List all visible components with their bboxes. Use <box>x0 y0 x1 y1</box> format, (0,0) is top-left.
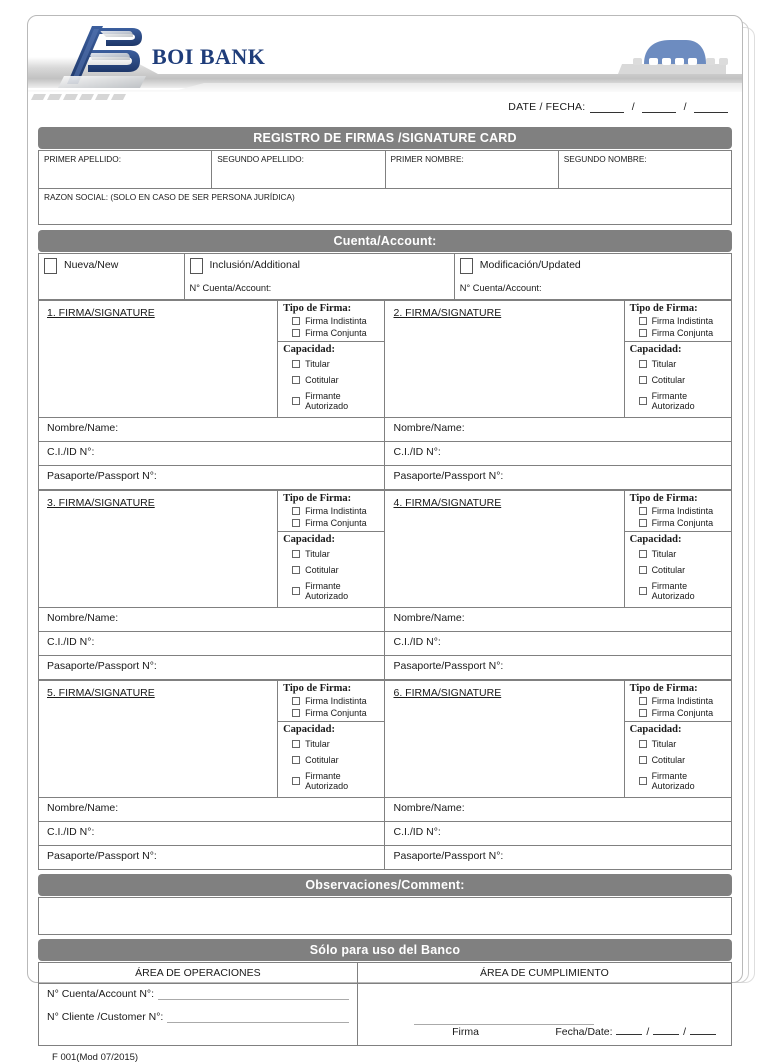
checkbox-box[interactable] <box>292 709 300 717</box>
field-ci-1[interactable] <box>39 442 385 466</box>
firma-caption: Firma <box>452 1026 479 1038</box>
field-pasaporte-6[interactable] <box>385 846 732 870</box>
field-pasaporte-1[interactable] <box>39 466 385 490</box>
checkbox-box[interactable] <box>292 360 300 368</box>
checkbox-box[interactable] <box>639 507 647 515</box>
observaciones-input[interactable] <box>38 897 732 935</box>
signature-area-6[interactable] <box>385 681 624 798</box>
capacidad-group-5 <box>278 721 384 797</box>
checkbox-firmante-autorizado-2[interactable] <box>625 388 731 414</box>
table-row-pasaporte-1-2 <box>39 466 732 490</box>
table-row-bank-headings <box>39 963 732 984</box>
option-label: Firma Conjunta <box>651 708 714 718</box>
tipo-firma-heading: Tipo de Firma: <box>629 303 698 314</box>
checkbox-box[interactable] <box>639 360 647 368</box>
field-pasaporte-5[interactable] <box>39 846 385 870</box>
checkbox-firma-indistinta-3[interactable] <box>278 505 384 517</box>
checkbox-box[interactable] <box>639 587 647 595</box>
checkbox-firmante-autorizado-4[interactable] <box>625 578 731 604</box>
checkbox-box[interactable] <box>292 697 300 705</box>
checkbox-box[interactable] <box>639 566 647 574</box>
option-label: Firma Conjunta <box>305 328 367 338</box>
field-primer-nombre[interactable] <box>385 151 558 189</box>
tipo-firma-heading: Tipo de Firma: <box>629 683 698 694</box>
signature-pair-1-2 <box>38 300 732 490</box>
signature-pair-5-6 <box>38 680 732 870</box>
checkbox-nueva[interactable] <box>44 258 57 274</box>
signature-title-1: 1. FIRMA/SIGNATURE <box>47 307 155 319</box>
checkbox-box[interactable] <box>292 566 300 574</box>
tipo-firma-group-6 <box>625 681 731 721</box>
option-label: Titular <box>651 549 677 559</box>
checkbox-cotitular-5[interactable] <box>278 752 384 768</box>
bank-signature-block <box>386 1003 717 1038</box>
date-month-blank[interactable] <box>642 103 676 113</box>
field-segundo-nombre[interactable] <box>558 151 731 189</box>
field-ci-3[interactable] <box>39 632 385 656</box>
checkbox-inclusion[interactable] <box>190 258 203 274</box>
field-label: C.I./ID N°: <box>393 826 441 838</box>
checkbox-box[interactable] <box>292 519 300 527</box>
checkbox-box[interactable] <box>292 397 300 405</box>
checkbox-titular-3[interactable] <box>278 546 384 562</box>
signature-options-5 <box>278 681 385 798</box>
option-label: Firmante Autorizado <box>305 581 349 601</box>
field-label: SEGUNDO NOMBRE: <box>563 154 647 164</box>
fecha-sep-2: / <box>683 1026 687 1038</box>
checkbox-cotitular-6[interactable] <box>625 752 731 768</box>
bank-use-table <box>38 962 732 1046</box>
checkbox-titular-2[interactable] <box>625 356 731 372</box>
train-icon <box>614 34 734 76</box>
capacidad-heading: Capacidad: <box>629 724 682 735</box>
field-label: SEGUNDO APELLIDO: <box>217 154 304 164</box>
account-number-label-modificacion: N° Cuenta/Account: <box>459 283 542 293</box>
signature-area-1[interactable] <box>39 301 278 418</box>
option-label: Firma Indistinta <box>305 316 367 326</box>
field-nombre-2[interactable] <box>385 418 732 442</box>
form-content <box>28 127 742 1063</box>
capacidad-group-1 <box>278 341 384 417</box>
field-label: RAZON SOCIAL: (SOLO EN CASO DE SER PERSONA JURÍDICA) <box>44 192 295 202</box>
option-label: Firmante Autorizado <box>651 771 695 791</box>
option-label: Firma Conjunta <box>651 518 714 528</box>
checkbox-firma-conjunta-3[interactable] <box>278 517 384 529</box>
capacidad-group-6 <box>625 721 731 797</box>
checkbox-box[interactable] <box>639 397 647 405</box>
capacidad-heading: Capacidad: <box>629 344 682 355</box>
field-bank-customer-number[interactable] <box>47 1011 349 1023</box>
account-option-label: Inclusión/Additional <box>209 259 300 271</box>
field-nombre-5[interactable] <box>39 798 385 822</box>
option-label: Firmante Autorizado <box>305 771 349 791</box>
checkbox-box[interactable] <box>292 777 300 785</box>
account-number-label-inclusion: N° Cuenta/Account: <box>189 283 272 293</box>
bank-left-heading: ÁREA DE OPERACIONES <box>39 963 358 984</box>
capacidad-heading: Capacidad: <box>283 724 336 735</box>
field-nombre-1[interactable] <box>39 418 385 442</box>
letterhead <box>28 16 742 101</box>
field-label: C.I./ID N°: <box>47 446 95 458</box>
account-option-modificacion[interactable] <box>454 254 731 300</box>
checkbox-box[interactable] <box>292 376 300 384</box>
capacidad-group-3 <box>278 531 384 607</box>
observaciones-bar: Observaciones/Comment: <box>38 874 732 896</box>
checkbox-box[interactable] <box>639 317 647 325</box>
option-label: Firma Conjunta <box>651 328 714 338</box>
account-bar: Cuenta/Account: <box>38 230 732 252</box>
signature-title-6: 6. FIRMA/SIGNATURE <box>393 687 502 699</box>
field-label: C.I./ID N°: <box>393 636 441 648</box>
table-row-nombre-3-4 <box>39 608 732 632</box>
field-label: N° Cuenta/Account N°: <box>47 988 155 1000</box>
capacidad-group-4 <box>625 531 731 607</box>
checkbox-box[interactable] <box>292 329 300 337</box>
dateline <box>28 101 742 127</box>
field-label: N° Cliente /Customer N°: <box>47 1011 164 1023</box>
field-label: Nombre/Name: <box>393 802 465 814</box>
checkbox-firmante-autorizado-3[interactable] <box>278 578 384 604</box>
checkbox-box[interactable] <box>639 740 647 748</box>
account-option-label: Modificación/Updated <box>479 259 581 271</box>
tipo-firma-group-2 <box>625 301 731 341</box>
table-row-pasaporte-3-4 <box>39 656 732 680</box>
field-label: Pasaporte/Passport N°: <box>393 470 504 482</box>
option-label: Titular <box>651 739 677 749</box>
checkbox-firma-conjunta-5[interactable] <box>278 707 384 719</box>
field-label: Nombre/Name: <box>47 802 119 814</box>
field-label: Pasaporte/Passport N°: <box>47 470 157 482</box>
date-separator-2: / <box>683 101 687 113</box>
checkbox-cotitular-1[interactable] <box>278 372 384 388</box>
field-label: Nombre/Name: <box>47 422 119 434</box>
account-type-table <box>38 253 732 300</box>
signature-options-6 <box>624 681 731 798</box>
field-ci-5[interactable] <box>39 822 385 846</box>
checkbox-titular-5[interactable] <box>278 736 384 752</box>
applicant-name-table <box>38 150 732 225</box>
field-segundo-apellido[interactable] <box>212 151 385 189</box>
field-nombre-3[interactable] <box>39 608 385 632</box>
field-pasaporte-3[interactable] <box>39 656 385 680</box>
signature-area-4[interactable] <box>385 491 624 608</box>
signature-options-4 <box>624 491 731 608</box>
option-label: Firma Indistinta <box>305 696 367 706</box>
table-row-ci-5-6 <box>39 822 732 846</box>
table-row-names <box>39 151 732 189</box>
signature-area-3[interactable] <box>39 491 278 608</box>
table-row-ci-1-2 <box>39 442 732 466</box>
table-row-razon-social <box>39 189 732 225</box>
option-label: Firmante Autorizado <box>305 391 349 411</box>
checkbox-box[interactable] <box>639 376 647 384</box>
field-label: Pasaporte/Passport N°: <box>393 850 504 862</box>
field-pasaporte-4[interactable] <box>385 656 732 680</box>
checkbox-modificacion[interactable] <box>460 258 473 274</box>
checkbox-box[interactable] <box>639 550 647 558</box>
bank-use-bar: Sólo para uso del Banco <box>38 939 732 961</box>
date-day-blank[interactable] <box>590 103 624 113</box>
field-label: PRIMER APELLIDO: <box>44 154 122 164</box>
field-label: C.I./ID N°: <box>393 446 441 458</box>
option-label: Firma Indistinta <box>651 696 714 706</box>
checkbox-box[interactable] <box>639 519 647 527</box>
checkbox-cotitular-3[interactable] <box>278 562 384 578</box>
account-option-nueva[interactable] <box>39 254 185 300</box>
tipo-firma-heading: Tipo de Firma: <box>283 493 352 504</box>
input-line[interactable] <box>167 1012 348 1023</box>
checkbox-box[interactable] <box>292 507 300 515</box>
checkbox-firmante-autorizado-6[interactable] <box>625 768 731 794</box>
field-label: Nombre/Name: <box>47 612 119 624</box>
signature-options-2 <box>624 301 731 418</box>
field-pasaporte-2[interactable] <box>385 466 732 490</box>
fecha-day-blank[interactable] <box>616 1025 642 1035</box>
option-label: Cotitular <box>305 375 339 385</box>
checkbox-box[interactable] <box>292 550 300 558</box>
capacidad-heading: Capacidad: <box>283 344 336 355</box>
form-sheet <box>27 15 743 1063</box>
signature-title-2: 2. FIRMA/SIGNATURE <box>393 307 502 319</box>
field-razon-social[interactable] <box>39 189 732 225</box>
checkbox-cotitular-2[interactable] <box>625 372 731 388</box>
capacidad-heading: Capacidad: <box>283 534 336 545</box>
option-label: Firmante Autorizado <box>651 581 695 601</box>
option-label: Cotitular <box>305 565 339 575</box>
option-label: Firma Indistinta <box>651 506 714 516</box>
fecha-year-blank[interactable] <box>690 1025 716 1035</box>
field-ci-2[interactable] <box>385 442 732 466</box>
checkbox-firma-indistinta-2[interactable] <box>625 315 731 327</box>
field-label: Nombre/Name: <box>393 422 465 434</box>
field-label: Nombre/Name: <box>393 612 465 624</box>
checkbox-firma-conjunta-2[interactable] <box>625 327 731 339</box>
field-bank-account-number[interactable] <box>47 988 349 1000</box>
signature-title-4: 4. FIRMA/SIGNATURE <box>393 497 502 509</box>
checkbox-firma-conjunta-6[interactable] <box>625 707 731 719</box>
checkbox-firma-indistinta-4[interactable] <box>625 505 731 517</box>
checkbox-firmante-autorizado-1[interactable] <box>278 388 384 414</box>
tipo-firma-heading: Tipo de Firma: <box>283 683 352 694</box>
fecha-sep-1: / <box>646 1026 650 1038</box>
capacidad-group-2 <box>625 341 731 417</box>
bank-operations-area <box>39 984 358 1046</box>
signature-options-1 <box>278 301 385 418</box>
signature-title-3: 3. FIRMA/SIGNATURE <box>47 497 155 509</box>
checkbox-titular-4[interactable] <box>625 546 731 562</box>
fecha-month-blank[interactable] <box>653 1025 679 1035</box>
tipo-firma-group-3 <box>278 491 384 531</box>
signature-row-top <box>39 681 732 798</box>
account-option-label: Nueva/New <box>64 259 119 271</box>
option-label: Cotitular <box>651 565 686 575</box>
form-title-bar: REGISTRO DE FIRMAS /SIGNATURE CARD <box>38 127 732 149</box>
checkbox-box[interactable] <box>639 709 647 717</box>
signature-title-5: 5. FIRMA/SIGNATURE <box>47 687 155 699</box>
checkbox-box[interactable] <box>292 756 300 764</box>
bank-right-heading: ÁREA DE CUMPLIMIENTO <box>357 963 731 984</box>
checkbox-firma-indistinta-6[interactable] <box>625 695 731 707</box>
bank-compliance-area <box>357 984 731 1046</box>
option-label: Firma Conjunta <box>305 708 367 718</box>
table-row-bank-body <box>39 984 732 1046</box>
fecha-label: Fecha/Date: <box>555 1026 613 1038</box>
table-row-nombre-5-6 <box>39 798 732 822</box>
option-label: Titular <box>305 359 330 369</box>
tipo-firma-heading: Tipo de Firma: <box>629 493 698 504</box>
checkbox-box[interactable] <box>292 587 300 595</box>
table-row-ci-3-4 <box>39 632 732 656</box>
signature-options-3 <box>278 491 385 608</box>
field-label: Pasaporte/Passport N°: <box>47 850 157 862</box>
option-label: Titular <box>305 549 330 559</box>
field-ci-4[interactable] <box>385 632 732 656</box>
field-nombre-4[interactable] <box>385 608 732 632</box>
account-option-inclusion[interactable] <box>184 254 454 300</box>
checkbox-box[interactable] <box>639 329 647 337</box>
field-label: Pasaporte/Passport N°: <box>47 660 157 672</box>
field-label: Pasaporte/Passport N°: <box>393 660 504 672</box>
option-label: Cotitular <box>651 755 686 765</box>
signature-row-top <box>39 491 732 608</box>
option-label: Titular <box>651 359 677 369</box>
checkbox-box[interactable] <box>292 740 300 748</box>
option-label: Cotitular <box>305 755 339 765</box>
table-row-account-options <box>39 254 732 300</box>
fecha-date-field[interactable] <box>555 1025 717 1038</box>
boi-bank-logo-icon <box>56 22 152 94</box>
checkbox-firma-conjunta-4[interactable] <box>625 517 731 529</box>
checkbox-titular-1[interactable] <box>278 356 384 372</box>
checkbox-box[interactable] <box>639 756 647 764</box>
tipo-firma-group-4 <box>625 491 731 531</box>
form-code: F 001(Mod 07/2015) <box>52 1052 139 1063</box>
option-label: Cotitular <box>651 375 686 385</box>
field-primer-apellido[interactable] <box>39 151 212 189</box>
dateline-label: DATE / FECHA: <box>508 101 586 113</box>
tipo-firma-heading: Tipo de Firma: <box>283 303 352 314</box>
brand-name: BOI BANK <box>152 44 266 69</box>
checkbox-box[interactable] <box>639 697 647 705</box>
option-label: Titular <box>305 739 330 749</box>
checkbox-firma-indistinta-1[interactable] <box>278 315 384 327</box>
option-label: Firma Conjunta <box>305 518 367 528</box>
date-separator-1: / <box>631 101 635 113</box>
signature-caption-row <box>386 1025 717 1038</box>
checkbox-box[interactable] <box>292 317 300 325</box>
field-nombre-6[interactable] <box>385 798 732 822</box>
field-label: C.I./ID N°: <box>47 826 95 838</box>
checkbox-box[interactable] <box>639 777 647 785</box>
signature-area-5[interactable] <box>39 681 278 798</box>
date-year-blank[interactable] <box>694 103 728 113</box>
field-label: C.I./ID N°: <box>47 636 95 648</box>
option-label: Firmante Autorizado <box>651 391 695 411</box>
checkbox-firma-conjunta-1[interactable] <box>278 327 384 339</box>
signature-area-2[interactable] <box>385 301 624 418</box>
checkbox-firmante-autorizado-5[interactable] <box>278 768 384 794</box>
capacidad-heading: Capacidad: <box>629 534 682 545</box>
tipo-firma-group-5 <box>278 681 384 721</box>
tipo-firma-group-1 <box>278 301 384 341</box>
option-label: Firma Indistinta <box>305 506 367 516</box>
option-label: Firma Indistinta <box>651 316 714 326</box>
signature-row-top <box>39 301 732 418</box>
table-row-pasaporte-5-6 <box>39 846 732 870</box>
signature-pair-3-4 <box>38 490 732 680</box>
checkbox-cotitular-4[interactable] <box>625 562 731 578</box>
checkbox-titular-6[interactable] <box>625 736 731 752</box>
table-row-nombre-1-2 <box>39 418 732 442</box>
signature-line[interactable] <box>414 1003 594 1025</box>
field-ci-6[interactable] <box>385 822 732 846</box>
field-label: PRIMER NOMBRE: <box>390 154 464 164</box>
input-line[interactable] <box>158 989 349 1000</box>
checkbox-firma-indistinta-5[interactable] <box>278 695 384 707</box>
